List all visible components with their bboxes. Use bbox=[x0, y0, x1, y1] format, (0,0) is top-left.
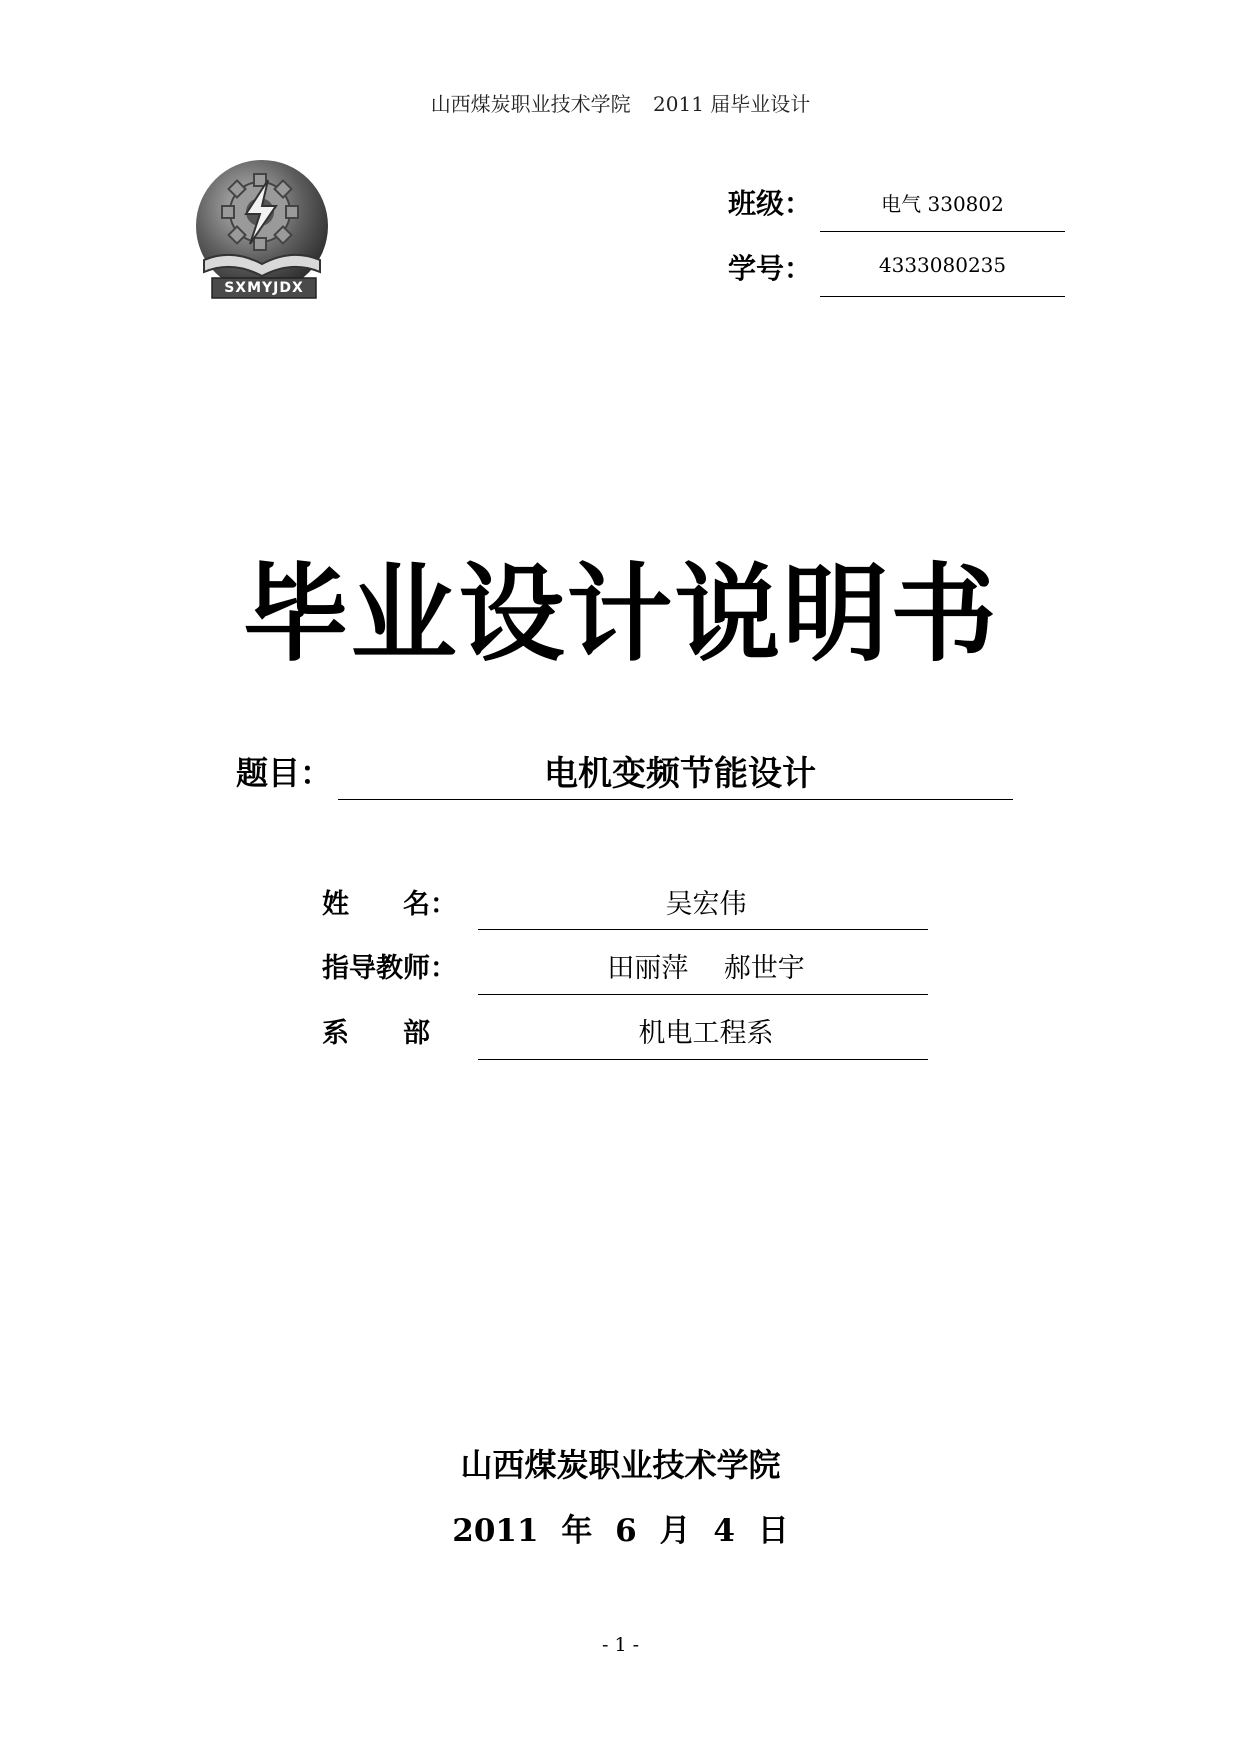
date-day: 4 bbox=[713, 1513, 735, 1549]
logo-text: SXMYJDX bbox=[224, 280, 304, 296]
id-underline bbox=[820, 296, 1065, 297]
document-title: 毕业设计说明书 bbox=[242, 553, 999, 676]
id-label: 学号： bbox=[728, 252, 813, 285]
class-value: 电气 330802 bbox=[881, 192, 1004, 216]
footer-date bbox=[0, 1505, 1241, 1550]
day-unit: 日 bbox=[757, 1513, 789, 1549]
name-value: 吴宏伟 bbox=[665, 889, 747, 920]
header-school: 山西煤炭职业技术学院 bbox=[430, 92, 631, 116]
topic-underline bbox=[338, 799, 1013, 800]
year-unit: 年 bbox=[561, 1513, 593, 1549]
header-year: 2011 届毕业设计 bbox=[653, 92, 811, 116]
name-label: 姓 名： bbox=[322, 889, 457, 920]
school-logo bbox=[190, 156, 340, 306]
advisor-value: 田丽萍 郝世宇 bbox=[607, 953, 805, 984]
footer-school: 山西煤炭职业技术学院 bbox=[460, 1446, 781, 1484]
id-value: 4333080235 bbox=[878, 253, 1007, 277]
class-underline bbox=[820, 231, 1065, 232]
advisor-label: 指导教师： bbox=[322, 953, 457, 984]
date-month: 6 bbox=[615, 1513, 637, 1549]
department-underline bbox=[478, 1059, 928, 1060]
name-underline bbox=[478, 929, 928, 930]
advisor-underline bbox=[478, 994, 928, 995]
page-number: - 1 - bbox=[601, 1634, 639, 1656]
date-year: 2011 bbox=[452, 1513, 539, 1549]
month-unit: 月 bbox=[659, 1513, 691, 1549]
department-label: 系 部 bbox=[322, 1018, 430, 1049]
page-header bbox=[0, 88, 1241, 117]
department-value: 机电工程系 bbox=[638, 1018, 774, 1049]
class-label: 班级： bbox=[728, 187, 813, 220]
topic-value: 电机变频节能设计 bbox=[544, 754, 816, 794]
topic-label: 题目： bbox=[236, 754, 333, 792]
